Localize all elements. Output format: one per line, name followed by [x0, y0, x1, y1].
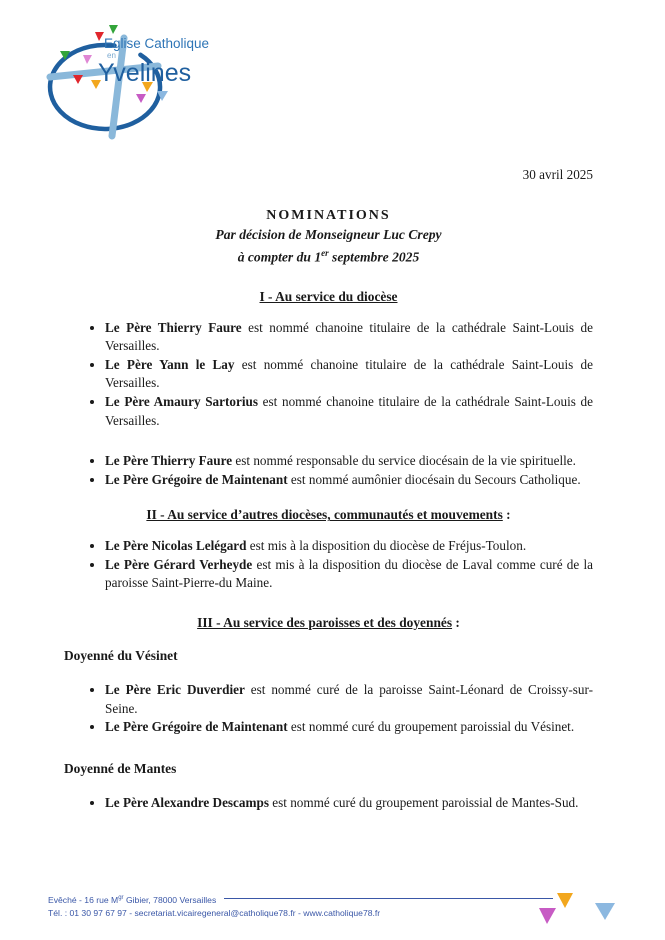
footer-address-line [48, 893, 553, 906]
priest-name: Le Père Yann le Lay [105, 356, 235, 372]
nomination-text: est nommé curé de la paroisse Saint-Léonard de Croissy-sur-Seine. [105, 682, 593, 716]
deanery-mantes-list [64, 794, 593, 813]
nomination-text: est nommé chanoine titulaire de la cathédrale Saint-Louis de Versailles. [105, 393, 593, 428]
priest-name: Le Père Grégoire de Maintenant [105, 719, 288, 735]
superscript-gr: gr [118, 895, 124, 901]
nomination-item [105, 393, 593, 430]
deanery-vesinet-list [64, 681, 593, 737]
nomination-text: est nommé aumônier diocésain du Secours Catholique. [287, 471, 581, 487]
nomination-item [105, 319, 593, 356]
nomination-text: est mis à la disposition du diocèse de Laval comme curé de la paroisse Saint-Pierre-du Maine. [105, 556, 593, 591]
deanery-heading-mantes: Doyenné de Mantes [64, 760, 177, 776]
section-3-heading: III - Au service des paroisses et des doyennés : [197, 615, 460, 631]
footer-website: www.catholique78.fr [303, 907, 381, 918]
nomination-text: est nommé curé du groupement paroissial du Vésinet. [287, 719, 575, 735]
section-1-list-a [64, 319, 593, 431]
nomination-item [105, 681, 593, 718]
document-subtitle-line2: à compter du 1er septembre 2025 [237, 248, 420, 265]
footer-email: secretariat.vicairegeneral@catholique78.fr [134, 907, 296, 918]
footer-triangles-icon [533, 888, 633, 939]
nomination-item [105, 556, 593, 593]
deanery-heading-vesinet: Doyenné du Vésinet [64, 648, 178, 664]
priest-name: Le Père Eric Duverdier [105, 682, 245, 698]
section-1-heading: I - Au service du diocèse [259, 288, 398, 304]
logo-brand-line1: Eglise Catholique [104, 36, 210, 51]
superscript-er: er [321, 248, 329, 258]
nomination-item [105, 794, 593, 813]
section-2-heading: II - Au service d’autres diocèses, communautés et mouvements : [146, 507, 511, 523]
footer-contact-line: Tél. : 01 30 97 67 97 - secretariat.vicairegeneral@catholique78.fr - www.catholique78.fr [48, 907, 381, 918]
nomination-text: est mis à la disposition du diocèse de Fréjus-Toulon. [246, 538, 527, 554]
nomination-item [105, 718, 593, 737]
nomination-text: est nommé responsable du service diocésain de la vie spirituelle. [232, 453, 576, 469]
footer-phone: Tél. : 01 30 97 67 97 [48, 907, 127, 918]
document-subtitle-line1: Par décision de Monseigneur Luc Crepy [215, 227, 442, 242]
document-date: 30 avril 2025 [522, 167, 593, 182]
nomination-item [105, 452, 593, 471]
document-title: NOMINATIONS [266, 208, 391, 223]
nomination-text: est nommé chanoine titulaire de la cathédrale Saint-Louis de Versailles. [105, 319, 593, 354]
nomination-item [105, 356, 593, 393]
nomination-text: est nommé chanoine titulaire de la cathédrale Saint-Louis de Versailles. [105, 356, 593, 391]
section-2-list [64, 537, 593, 593]
footer-address: Evêché - 16 rue $M^{gr}$ Gibier, 78000 Versailles [48, 894, 217, 905]
priest-name: Le Père Nicolas Lelégard [105, 538, 247, 554]
footer-rule [224, 898, 553, 899]
logo-brand-line3: Yvelines [98, 59, 192, 87]
priest-name: Le Père Thierry Faure [105, 319, 242, 335]
nomination-item [105, 537, 593, 556]
priest-name: Le Père Amaury Sartorius [105, 393, 258, 409]
priest-name: Le Père Grégoire de Maintenant [105, 471, 288, 487]
logo-brand-line2: en [107, 51, 116, 60]
priest-name: Le Père Thierry Faure [105, 453, 233, 469]
priest-name: Le Père Alexandre Descamps [105, 794, 269, 810]
section-1-list-b [64, 452, 593, 489]
nomination-text: est nommé curé du groupement paroissial de Mantes-Sud. [268, 794, 579, 810]
footer [48, 893, 553, 919]
diocese-logo [38, 20, 248, 142]
nomination-item [105, 471, 593, 490]
priest-name: Le Père Gérard Verheyde [105, 556, 253, 572]
